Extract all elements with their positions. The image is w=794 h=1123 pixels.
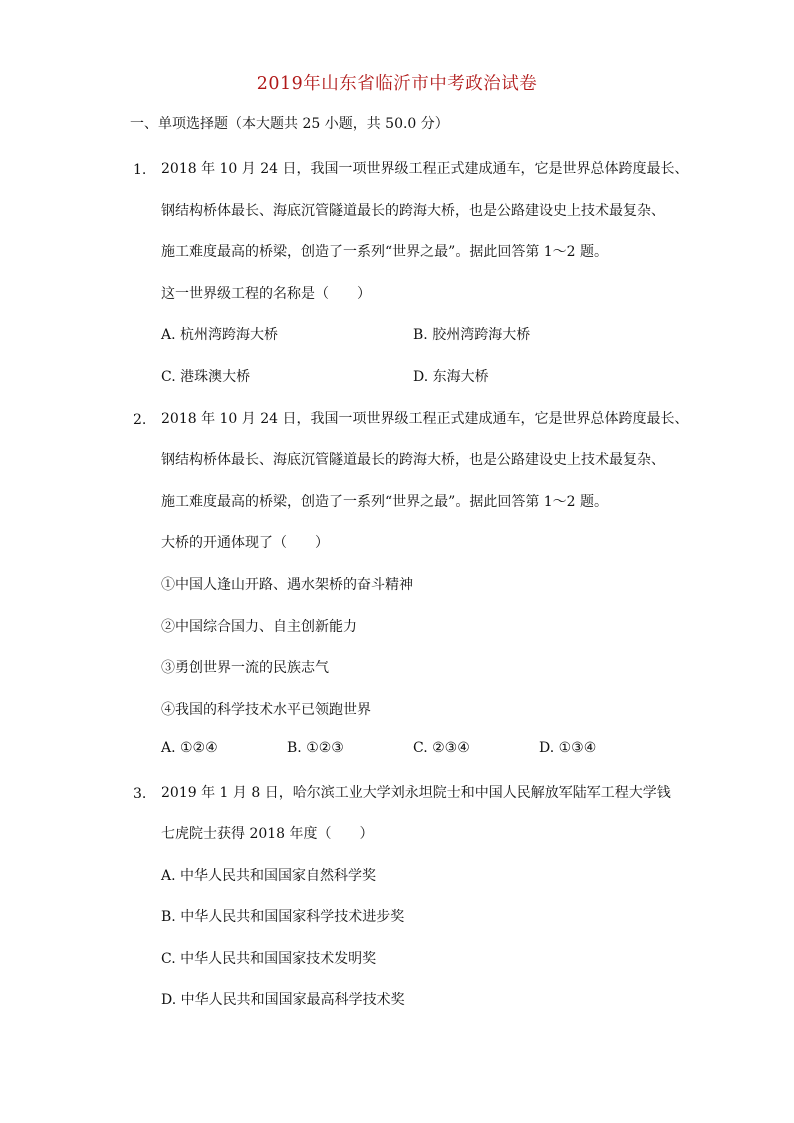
option-b: B. ①②③ (287, 740, 344, 756)
option-c: C. 中华人民共和国国家技术发明奖 (161, 951, 377, 967)
question-text-line: 2019 年 1 月 8 日，哈尔滨工业大学刘永坦院士和中国人民解放军陆军工程大学钱 (161, 785, 671, 801)
option-a: A. 中华人民共和国国家自然科学奖 (161, 868, 377, 884)
question-text-line: 2018 年 10 月 24 日，我国一项世界级工程正式建成通车，它是世界总体跨度最长、 (161, 161, 689, 177)
option-c: C. 港珠澳大桥 (161, 369, 251, 385)
option-d: D. 中华人民共和国国家最高科学技术奖 (161, 992, 405, 1008)
option-c: C. ②③④ (413, 740, 470, 756)
page-title: 2019年山东省临沂市中考政治试卷 (256, 74, 538, 94)
question-stem: 七虎院士获得 2018 年度（ ） (161, 826, 374, 842)
question-text-line: 施工难度最高的桥梁，创造了一系列“世界之最”。据此回答第 1～2 题。 (161, 494, 609, 510)
question-number: 1. (133, 162, 147, 178)
question-text-line: 钢结构桥体最长、海底沉管隧道最长的跨海大桥，也是公路建设史上技术最复杂、 (161, 452, 665, 468)
question-number: 2. (133, 412, 147, 428)
option-b: B. 中华人民共和国国家科学技术进步奖 (161, 909, 405, 925)
option-d: D. 东海大桥 (413, 369, 489, 385)
statement-1: ①中国人逢山开路、遇水架桥的奋斗精神 (161, 577, 413, 593)
statement-4: ④我国的科学技术水平已领跑世界 (161, 702, 371, 718)
question-stem: 大桥的开通体现了（ ） (161, 535, 329, 551)
question-stem: 这一世界级工程的名称是（ ） (161, 286, 371, 302)
option-d: D. ①③④ (539, 740, 597, 756)
option-a: A. ①②④ (161, 740, 218, 756)
statement-3: ③勇创世界一流的民族志气 (161, 660, 329, 676)
section-heading: 一、单项选择题（本大题共 25 小题，共 50.0 分） (130, 116, 449, 132)
question-number: 3. (133, 786, 147, 802)
question-text-line: 2018 年 10 月 24 日，我国一项世界级工程正式建成通车，它是世界总体跨度最长、 (161, 411, 689, 427)
question-text-line: 施工难度最高的桥梁，创造了一系列“世界之最”。据此回答第 1～2 题。 (161, 244, 609, 260)
question-text-line: 钢结构桥体最长、海底沉管隧道最长的跨海大桥，也是公路建设史上技术最复杂、 (161, 203, 665, 219)
statement-2: ②中国综合国力、自主创新能力 (161, 619, 357, 635)
option-a: A. 杭州湾跨海大桥 (161, 327, 279, 343)
option-b: B. 胶州湾跨海大桥 (413, 327, 531, 343)
